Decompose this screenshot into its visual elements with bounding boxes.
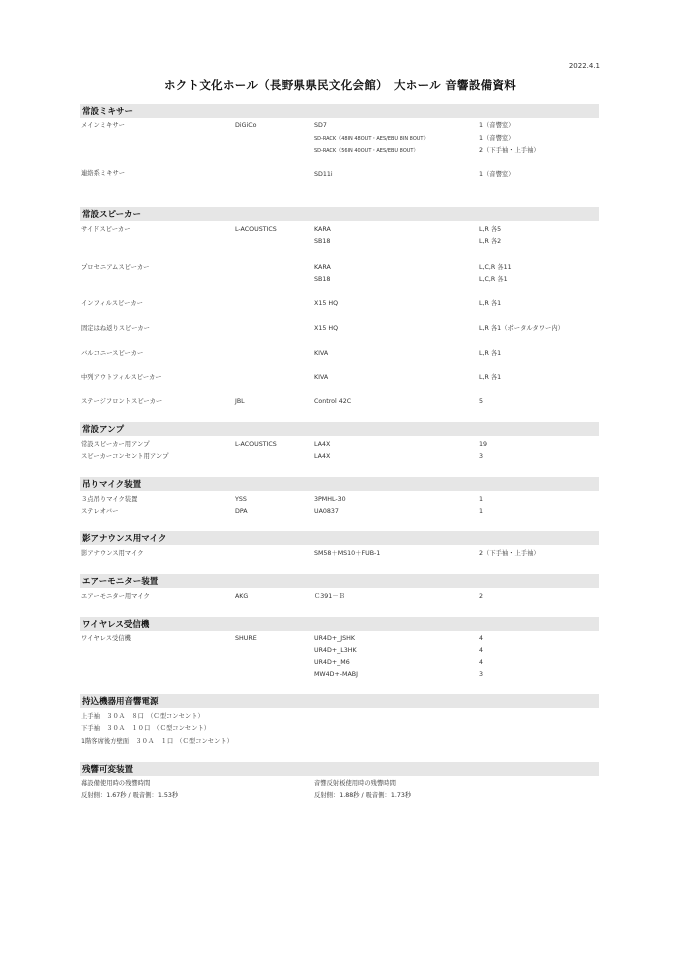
item-qty: L,R 各1	[479, 300, 502, 307]
item-maker: L-ACOUSTICS	[235, 441, 277, 448]
item-maker: L-ACOUSTICS	[235, 226, 277, 233]
reverb-reflector-title: 音響反射板使用時の残響時間	[314, 780, 396, 787]
section-heading-speakers: 常設スピーカー	[80, 207, 599, 221]
item-qty: 3	[479, 453, 484, 460]
item-qty: 2（下手袖・上手袖）	[479, 147, 540, 154]
item-qty: L,R 各1	[479, 374, 502, 381]
item-qty: 3	[479, 671, 484, 678]
item-qty: L,C,R 各11	[479, 264, 512, 271]
section-heading-announce-mic: 影アナウンス用マイク	[80, 531, 599, 545]
item-qty: L,R 各5	[479, 226, 502, 233]
item-name: スピーカーコンセント用アンプ	[81, 453, 169, 460]
page-title: ホクト文化ホール（長野県県民文化会館） 大ホール 音響設備資料	[163, 78, 517, 92]
item-name: メインミキサー	[81, 122, 125, 129]
item-model: SD11i	[314, 171, 333, 178]
item-qty: 2（下手袖・上手袖）	[479, 550, 540, 557]
item-model: Ｃ391－Ｂ	[314, 593, 345, 600]
power-line: 1階客席後方壁面 ３０Ａ １口 （Ｃ型コンセント）	[81, 738, 233, 745]
item-name: バルコニースピーカー	[81, 350, 144, 357]
section-heading-air-monitor: エアーモニター装置	[80, 574, 599, 588]
item-name: プロセニアムスピーカー	[81, 264, 150, 271]
item-qty: 4	[479, 647, 484, 654]
item-model: UR4D+_M6	[314, 659, 350, 666]
item-model: X15 HQ	[314, 300, 339, 307]
item-qty: L,R 各2	[479, 238, 502, 245]
section-heading-hanging-mic: 吊りマイク装置	[80, 477, 599, 491]
item-model: KIVA	[314, 374, 329, 381]
item-qty: 4	[479, 635, 484, 642]
item-model: SD-RACK（56IN 40OUT・AES/EBU 8OUT）	[314, 148, 419, 154]
item-qty: 1	[479, 508, 484, 515]
item-name: 中列アウトフィルスピーカー	[81, 374, 162, 381]
item-name: 影アナウンス用マイク	[81, 550, 144, 557]
item-name: エアーモニター用マイク	[81, 593, 150, 600]
item-model: SB18	[314, 276, 331, 283]
item-name: ３点吊りマイク装置	[81, 496, 138, 503]
item-name: 固定はね返りスピーカー	[81, 325, 150, 332]
document-date: 2022.4.1	[568, 62, 600, 70]
item-model: X15 HQ	[314, 325, 339, 332]
item-name: 連絡系ミキサー	[81, 170, 126, 177]
item-model: MW4D+-MABJ	[314, 671, 358, 678]
item-qty: 1（音響室）	[479, 122, 515, 129]
item-maker: DPA	[235, 508, 248, 515]
item-model: LA4X	[314, 453, 331, 460]
reverb-curtain-value: 反射側：1.67秒 / 吸音側：1.53秒	[81, 792, 179, 799]
item-qty: 4	[479, 659, 484, 666]
section-heading-mixer: 常設ミキサー	[80, 104, 599, 118]
item-model: UA0837	[314, 508, 339, 515]
item-qty: 1	[479, 496, 484, 503]
item-qty: L,R 各1	[479, 350, 502, 357]
item-model: SD-RACK（48IN 48OUT・AES/EBU 8IN 8OUT）	[314, 136, 429, 142]
item-model: Control 42C	[314, 398, 352, 405]
reverb-reflector-value: 反射側：1.88秒 / 吸音側：1.73秒	[314, 792, 412, 799]
item-model: KARA	[314, 264, 331, 271]
item-model: SM58＋MS10＋FUB-1	[314, 550, 381, 557]
item-model: SB18	[314, 238, 331, 245]
item-maker: JBL	[235, 398, 245, 405]
item-maker: YSS	[235, 496, 247, 503]
item-qty: 2	[479, 593, 484, 600]
item-name: ワイヤレス受信機	[81, 635, 131, 642]
item-qty: L,R 各1（ポータルタワー内）	[479, 325, 564, 332]
item-model: LA4X	[314, 441, 331, 448]
section-heading-wireless: ワイヤレス受信機	[80, 617, 599, 631]
item-qty: 5	[479, 398, 484, 405]
section-heading-reverb: 残響可変装置	[80, 762, 599, 776]
item-name: サイドスピーカー	[81, 226, 131, 233]
power-line: 下手袖 ３０Ａ １０口 （Ｃ型コンセント）	[81, 725, 211, 732]
item-name: インフィルスピーカー	[81, 300, 143, 307]
item-model: KIVA	[314, 350, 329, 357]
item-model: UR4D+_JSHK	[314, 635, 355, 642]
item-model: SD7	[314, 122, 327, 129]
power-line: 上手袖 ３０Ａ ８口 （Ｃ型コンセント）	[81, 713, 204, 720]
item-maker: DiGiCo	[235, 122, 257, 129]
item-name: ステレオバー	[81, 508, 119, 515]
section-heading-power: 持込機器用音響電源	[80, 694, 599, 708]
item-name: 常設スピーカー用アンプ	[81, 441, 150, 448]
item-maker: AKG	[235, 593, 249, 600]
item-qty: 1（音響室）	[479, 171, 515, 178]
item-qty: L,C,R 各1	[479, 276, 508, 283]
item-model: KARA	[314, 226, 331, 233]
item-qty: 19	[479, 441, 488, 448]
reverb-curtain-title: 幕設備使用時の残響時間	[81, 780, 151, 787]
item-maker: SHURE	[235, 635, 257, 642]
section-heading-amps: 常設アンプ	[80, 422, 599, 436]
item-model: UR4D+_L3HK	[314, 647, 357, 654]
item-qty: 1（音響室）	[479, 135, 515, 142]
item-model: 3PMHL-30	[314, 496, 346, 503]
item-name: ステージフロントスピーカー	[81, 398, 163, 405]
